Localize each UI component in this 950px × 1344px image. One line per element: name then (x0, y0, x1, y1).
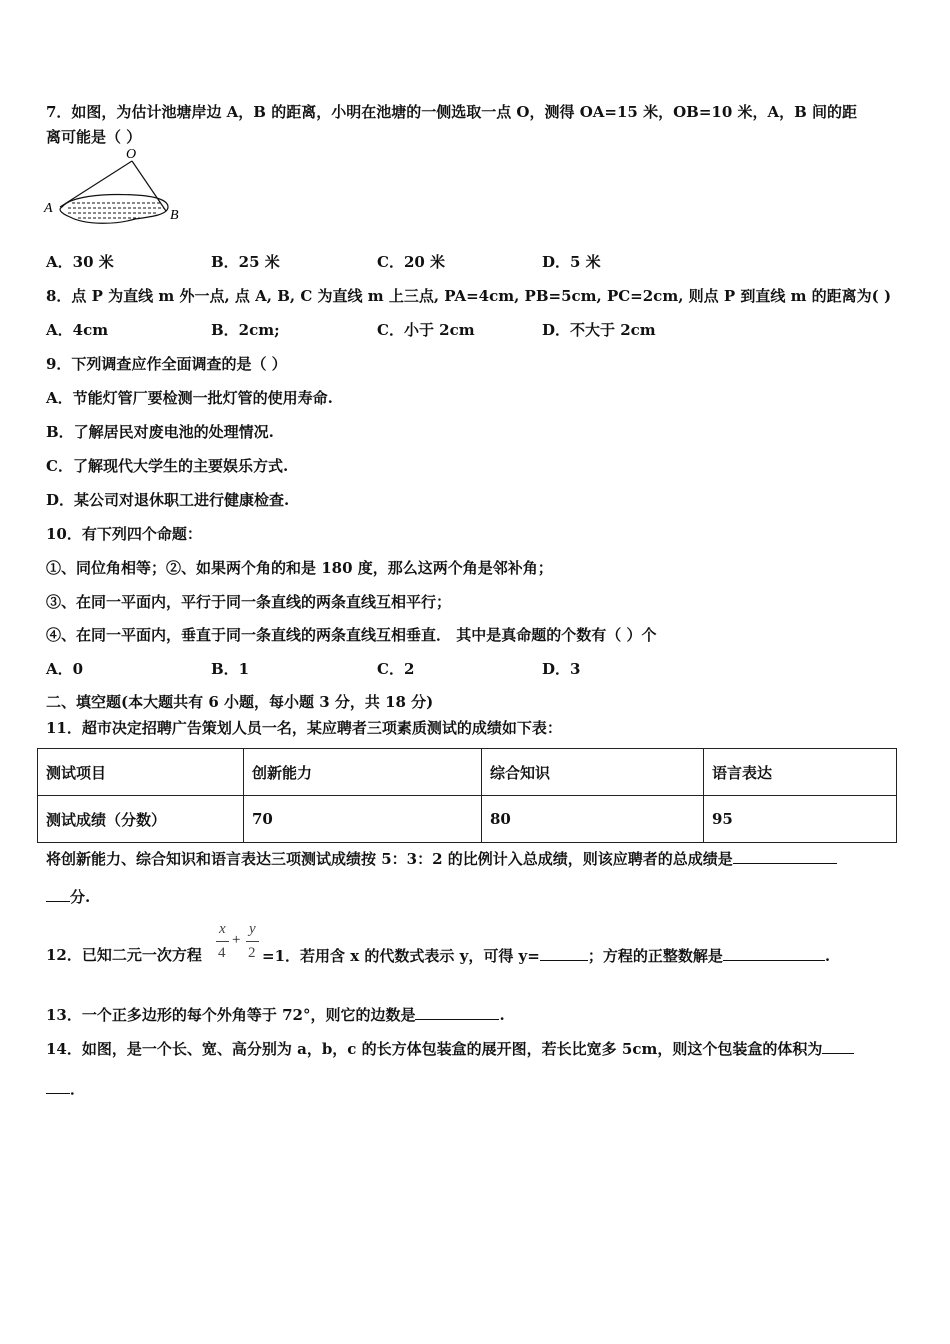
q8-option-b: B．2cm; (211, 321, 280, 339)
table-header-row (38, 749, 897, 796)
label-o: O (126, 147, 137, 162)
frac2-bar (246, 941, 259, 942)
table-header-cell: 测试项目 (38, 749, 244, 796)
plus-sign: + (232, 932, 241, 948)
q12-mid-text: =1．若用含 x 的代数式表示 y，可得 y= (262, 947, 540, 965)
q14-answer-blank-part1[interactable] (822, 1038, 854, 1054)
table-header-cell: 综合知识 (482, 749, 704, 796)
table-cell: 80 (482, 796, 704, 843)
q9-option-a: A．节能灯管厂要检测一批灯管的使用寿命. (46, 389, 333, 407)
q12-end: . (824, 947, 831, 965)
q11-answer-blank-part2[interactable] (46, 886, 70, 902)
score-table (37, 748, 897, 843)
q10-option-c: C．2 (377, 660, 415, 678)
q10-statement-1-2: ①、同位角相等；②、如果两个角的和是 180 度，那么这两个角是邻补角； (46, 559, 553, 577)
q12-prefix: 12．已知二元一次方程 (46, 946, 202, 964)
q11-text: 11．超市决定招聘广告策划人员一名，某应聘者三项素质测试的成绩如下表： (46, 719, 562, 737)
q11-after-text2: 分. (70, 888, 91, 906)
frac1-denominator: 4 (218, 945, 226, 961)
section2-title: 二、填空题(本大题共有 6 小题，每小题 3 分，共 18 分) (46, 693, 434, 711)
q10-statement-4: ④、在同一平面内，垂直于同一条直线的两条直线互相垂直． 其中是真命题的个数有（ ）个 (46, 626, 657, 644)
q11-question-line2 (46, 886, 90, 907)
table-cell: 70 (244, 796, 482, 843)
q13-question-line (46, 1004, 505, 1025)
q7-text-line1: 7．如图，为估计池塘岸边 A，B 的距离，小明在池塘的一侧选取一点 O，测得 OA=15 米，OB=10 米，A，B 间的距 (46, 103, 858, 121)
q14-question-line (46, 1038, 854, 1059)
q7-text-line2: 离可能是（ ） (46, 128, 142, 146)
pond-figure (40, 145, 190, 235)
frac2-denominator: 2 (248, 945, 256, 961)
label-a: A (44, 201, 53, 216)
q14-answer-blank-part2[interactable] (46, 1078, 70, 1094)
q13-answer-blank[interactable] (415, 1004, 499, 1020)
table-cell: 测试成绩（分数） (38, 796, 244, 843)
q11-question-line (46, 848, 837, 869)
q11-answer-blank-part1[interactable] (733, 848, 837, 864)
q12-answer-blank-solution[interactable] (723, 945, 825, 961)
table-cell: 95 (704, 796, 897, 843)
q10-text: 10．有下列四个命题： (46, 525, 202, 543)
q10-option-d: D．3 (542, 660, 581, 678)
q8-option-d: D．不大于 2cm (542, 321, 656, 339)
q12-question-line (262, 945, 830, 966)
q14-question-line2 (46, 1078, 85, 1099)
q13-text: 13．一个正多边形的每个外角等于 72°，则它的边数是 (46, 1006, 416, 1024)
q10-option-b: B．1 (211, 660, 250, 678)
q12-answer-blank-y[interactable] (540, 945, 588, 961)
q9-text: 9．下列调查应作全面调查的是（ ） (46, 355, 287, 373)
frac1-numerator: x (219, 921, 226, 937)
q10-statement-3: ③、在同一平面内，平行于同一条直线的两条直线互相平行； (46, 593, 452, 611)
q10-option-a: A．0 (46, 660, 84, 678)
frac2-numerator: y (249, 921, 256, 937)
table-header-cell: 语言表达 (704, 749, 897, 796)
q8-text: 8．点 P 为直线 m 外一点, 点 A, B, C 为直线 m 上三点, PA=4cm, PB=5cm, PC=2cm, 则点 P 到直线 m 的距离为( ) (46, 287, 892, 305)
q8-option-a: A．4cm (46, 321, 109, 339)
q7-option-a: A．30 米 (46, 253, 114, 271)
q7-option-c: C．20 米 (377, 253, 446, 271)
q7-option-d: D．5 米 (542, 253, 601, 271)
q8-option-c: C．小于 2cm (377, 321, 475, 339)
q13-end: . (499, 1006, 505, 1024)
q7-option-b: B．25 米 (211, 253, 280, 271)
q9-option-d: D．某公司对退休职工进行健康检查. (46, 491, 290, 509)
q9-option-c: C．了解现代大学生的主要娱乐方式. (46, 457, 289, 475)
q14-text: 14．如图，是一个长、宽、高分别为 a，b，c 的长方体包装盒的展开图，若长比宽多 5cm，则这个包装盒的体积为 (46, 1040, 823, 1058)
label-b: B (170, 208, 179, 223)
table-row (38, 796, 897, 843)
table-header-cell: 创新能力 (244, 749, 482, 796)
q14-end: ． (70, 1080, 86, 1098)
q11-after-text: 将创新能力、综合知识和语言表达三项测试成绩按 5：3：2 的比例计入总成绩，则该应聘者的总成绩是 (46, 850, 733, 868)
q12-mid2-text: ；方程的正整数解是 (587, 947, 723, 965)
q9-option-b: B．了解居民对废电池的处理情况. (46, 423, 274, 441)
frac1-bar (216, 941, 229, 942)
